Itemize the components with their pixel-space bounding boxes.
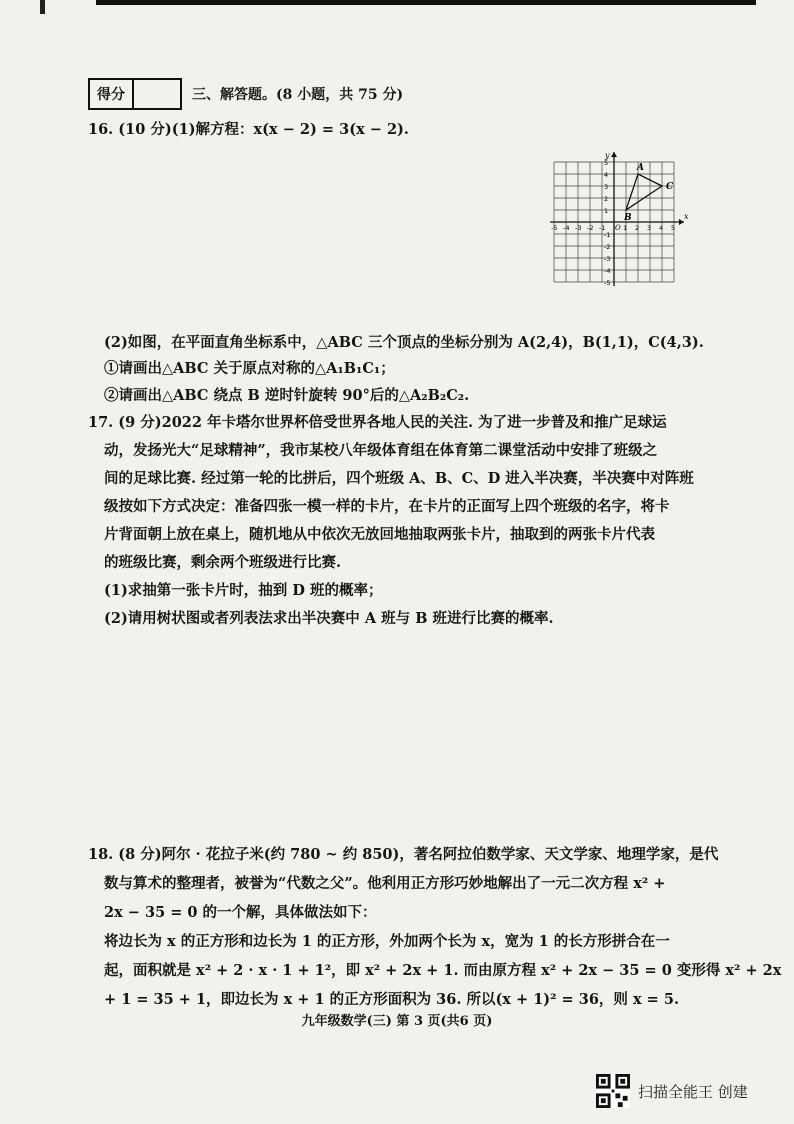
x-tick-label: 3 xyxy=(647,224,652,232)
y-tick-label: 5 xyxy=(604,159,609,167)
q17-line: 片背面朝上放在桌上，随机地从中依次无放回地抽取两张卡片，抽取到的两张卡片代表 xyxy=(104,526,655,543)
q17-line: 的班级比赛，剩余两个班级进行比赛. xyxy=(104,554,342,571)
q18-line: 2x − 35 = 0 的一个解，具体做法如下： xyxy=(104,904,377,921)
q17-line: 级按如下方式决定：准备四张一模一样的卡片，在卡片的正面写上四个班级的名字，将卡 xyxy=(104,498,670,515)
x-tick-label: -2 xyxy=(587,224,594,232)
q16-part2: (2)如图，在平面直角坐标系中，△ABC 三个顶点的坐标分别为 A(2,4)，B(1,1)，C(4,3). xyxy=(104,334,704,351)
y-tick-label: 4 xyxy=(604,171,609,179)
y-tick-label: 3 xyxy=(604,183,609,191)
x-tick-label: 5 xyxy=(671,224,676,232)
y-tick-label: 2 xyxy=(604,195,609,203)
q18-line: + 1 = 35 + 1，即边长为 x + 1 的正方形面积为 36. 所以(x + 1)² = 36，则 x = 5. xyxy=(104,991,679,1008)
y-tick-label: -3 xyxy=(604,255,611,263)
q17-line: 17. (9 分)2022 年卡塔尔世界杯倍受世界各地人民的关注. 为了进一步普及和推广足球运 xyxy=(88,414,667,431)
q18-line: 起，面积就是 x² + 2 · x · 1 + 1²，即 x² + 2x + 1. 而由原方程 x² + 2x − 35 = 0 变形得 x² + 2x xyxy=(104,962,782,979)
triangle-abc xyxy=(626,174,662,210)
origin-label: O xyxy=(615,224,621,232)
y-tick-label: 1 xyxy=(604,207,609,215)
scan-edge-corner xyxy=(40,0,45,14)
score-blank xyxy=(134,80,180,108)
q16-part2-item1: ①请画出△ABC 关于原点对称的△A₁B₁C₁； xyxy=(104,360,395,377)
x-tick-label: 4 xyxy=(659,224,664,232)
y-tick-label: -4 xyxy=(604,267,611,275)
coordinate-grid xyxy=(544,150,692,294)
scan-edge-top xyxy=(96,0,756,5)
x-tick-label: -4 xyxy=(563,224,570,232)
x-axis-label: x xyxy=(684,212,689,221)
y-tick-label: -1 xyxy=(604,231,611,239)
watermark-text: 扫描全能王 创建 xyxy=(638,1082,748,1101)
x-tick-label: -5 xyxy=(551,224,558,232)
vertex-label-b: B xyxy=(624,213,632,223)
section-title: 三、解答题。(8 小题，共 75 分) xyxy=(192,87,404,103)
page-footer: 九年级数学(三) 第 3 页(共6 页) xyxy=(301,1014,493,1029)
qr-code-icon xyxy=(596,1074,630,1108)
watermark xyxy=(596,1074,748,1108)
q17-line: (2)请用树状图或者列表法求出半决赛中 A 班与 B 班进行比赛的概率. xyxy=(104,610,554,627)
q16-part1: 16. (10 分)(1)解方程：x(x − 2) = 3(x − 2). xyxy=(88,121,409,138)
q17-line: 间的足球比赛. 经过第一轮的比拼后，四个班级 A、B、C、D 进入半决赛，半决赛中对阵班 xyxy=(104,470,694,487)
y-tick-label: -2 xyxy=(604,243,611,251)
coordinate-grid-svg xyxy=(544,150,692,290)
score-box xyxy=(88,78,182,110)
score-label: 得分 xyxy=(90,80,134,108)
x-tick-label: -1 xyxy=(599,224,606,232)
vertex-label-a: A xyxy=(637,163,644,173)
x-tick-label: 1 xyxy=(623,224,628,232)
q18-line: 数与算术的整理者，被誉为“代数之父”。他利用正方形巧妙地解出了一元二次方程 x² + xyxy=(104,875,666,892)
vertex-label-c: C xyxy=(666,182,674,192)
x-tick-label: 2 xyxy=(635,224,640,232)
y-axis-arrow xyxy=(611,152,617,157)
y-axis-label: y xyxy=(605,151,610,160)
q17-line: (1)求抽第一张卡片时，抽到 D 班的概率； xyxy=(104,582,383,599)
q16-part2-item2: ②请画出△ABC 绕点 B 逆时针旋转 90°后的△A₂B₂C₂. xyxy=(104,387,470,404)
x-tick-label: -3 xyxy=(575,224,582,232)
y-tick-label: -5 xyxy=(604,279,611,287)
section-header xyxy=(88,78,403,110)
q18-line: 18. (8 分)阿尔 · 花拉子米(约 780 ~ 约 850)，著名阿拉伯数学家、天文学家、地理学家，是代 xyxy=(88,846,719,863)
q18-line: 将边长为 x 的正方形和边长为 1 的正方形，外加两个长为 x，宽为 1 的长方形拼合在一 xyxy=(104,933,670,950)
q17-line: 动，发扬光大“足球精神”，我市某校八年级体育组在体育第二课堂活动中安排了班级之 xyxy=(104,442,658,459)
